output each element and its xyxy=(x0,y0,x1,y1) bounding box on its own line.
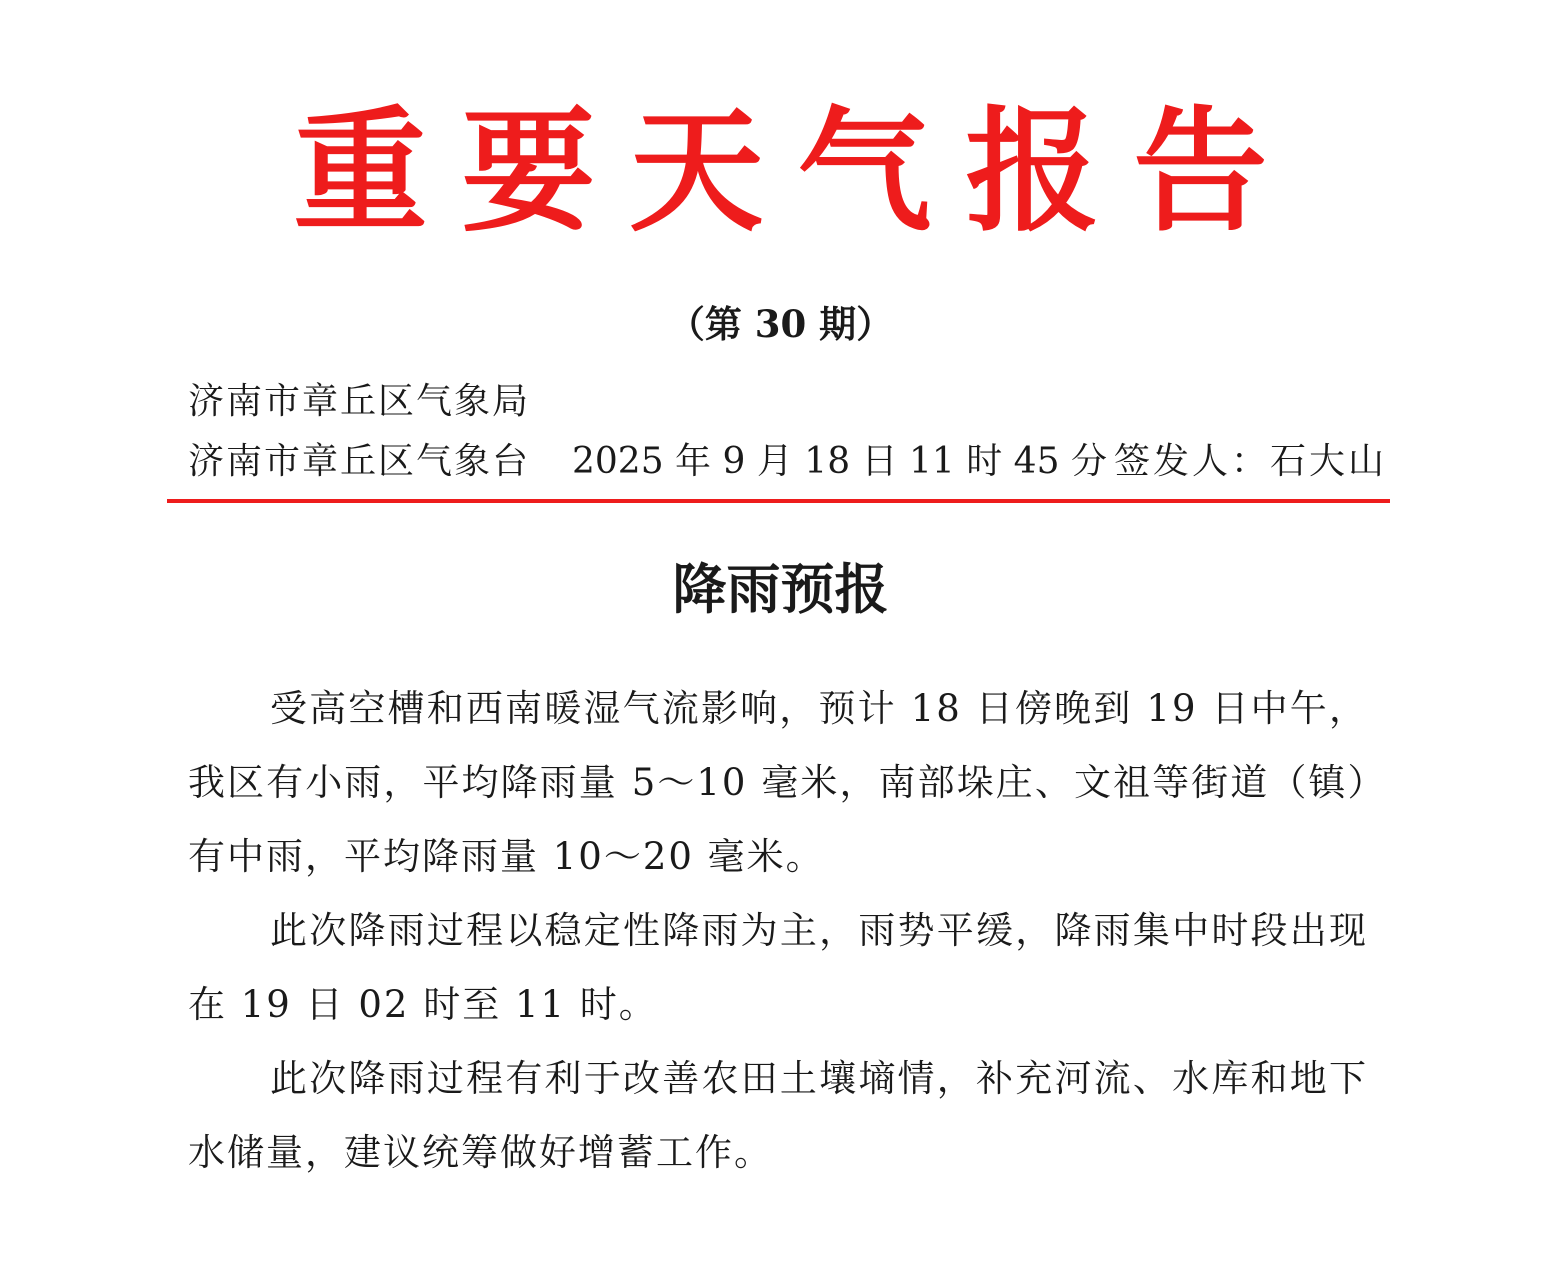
header-divider xyxy=(167,499,1390,503)
report-title: 重要天气报告 xyxy=(293,94,1302,250)
signer: 签发人：石大山 xyxy=(1114,441,1388,482)
issuing-bureau: 济南市章丘区气象局 xyxy=(188,381,531,422)
issue-datetime: 2025 年 9 月 18 日 11 时 45 分 xyxy=(572,441,1107,482)
paragraph: 受高空槽和西南暖湿气流影响，预计 18 日傍晚到 19 日中午，我区有小雨，平均降雨量 5～10 毫米，南部垛庄、文祖等街道（镇）有中雨，平均降雨量 10～20 毫米。 xyxy=(188,687,1368,878)
paragraph: 此次降雨过程以稳定性降雨为主，雨势平缓，降雨集中时段出现在 19 日 02 时至 11 时。 xyxy=(188,909,1368,1026)
issue-number: （第 30 期） xyxy=(667,302,894,346)
report-body xyxy=(188,672,1368,1190)
issuing-observatory: 济南市章丘区气象台 xyxy=(188,441,531,482)
section-title: 降雨预报 xyxy=(672,558,889,621)
paragraph: 此次降雨过程有利于改善农田土壤墒情，补充河流、水库和地下水储量，建议统筹做好增蓄工作。 xyxy=(188,1057,1368,1174)
